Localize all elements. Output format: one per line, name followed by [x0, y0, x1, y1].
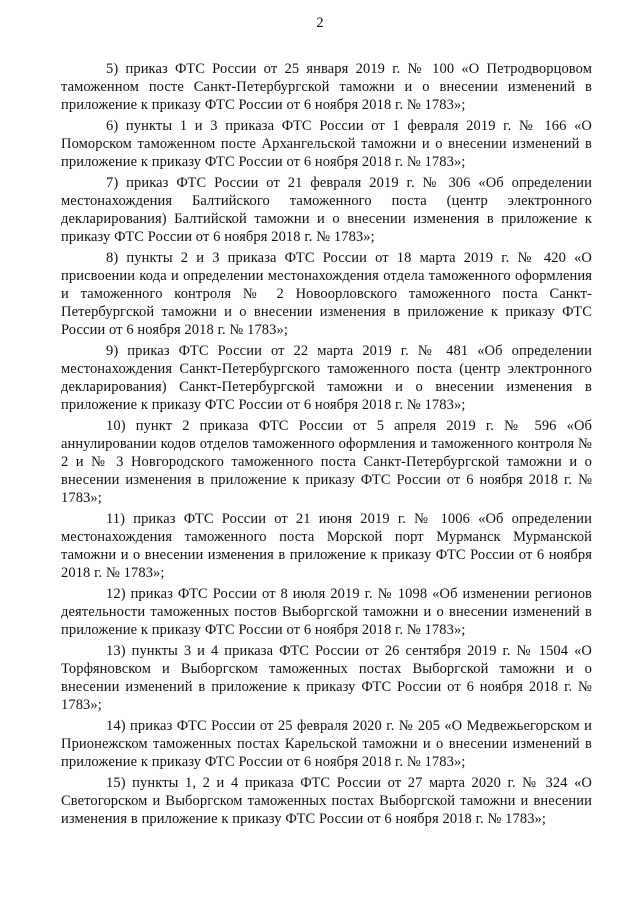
document-body	[61, 60, 592, 831]
list-item: 6) пункты 1 и 3 приказа ФТС России от 1 февраля 2019 г. № 166 «О Поморском таможенном посте Архангельской таможни и о внесении изменений в приложение к приказу ФТС России от 6 ноября 2018 г. № 1783»;	[61, 118, 592, 170]
list-item: 8) пункты 2 и 3 приказа ФТС России от 18 марта 2019 г. № 420 «О присвоении кода и определении местонахождения отдела таможенного оформления и таможенного контроля № 2 Новоорловского таможенного поста Санкт-Петербургской таможни и о внесении изменения в приложение к приказу ФТС России от 6 ноября 2018 г. № 1783»;	[61, 250, 592, 338]
list-item: 15) пункты 1, 2 и 4 приказа ФТС России от 27 марта 2020 г. № 324 «О Светогорском и Выборгском таможенных постах Выборгской таможни и внесении изменения в приложение к приказу ФТС России от 6 ноября 2018 г. № 1783»;	[61, 775, 592, 827]
page-number: 2	[316, 15, 324, 31]
list-item: 7) приказ ФТС России от 21 февраля 2019 г. № 306 «Об определении местонахождения Балтийского таможенного поста (центр электронного декларирования) Балтийской таможни и о внесении изменения в приложение к приказу ФТС России от 6 ноября 2018 г. № 1783»;	[61, 175, 592, 245]
list-item: 11) приказ ФТС России от 21 июня 2019 г. № 1006 «Об определении местонахождения таможенного поста Морской порт Мурманск Мурманской таможни и о внесении изменения в приложение к приказу ФТС России от 6 ноября 2018 г. № 1783»;	[61, 511, 592, 581]
list-item: 13) пункты 3 и 4 приказа ФТС России от 26 сентября 2019 г. № 1504 «О Торфяновском и Выборгском таможенных постах Выборгской таможни и о внесении изменений в приложение к приказу ФТС России от 6 ноября 2018 г. № 1783»;	[61, 643, 592, 713]
list-item: 12) приказ ФТС России от 8 июля 2019 г. № 1098 «Об изменении регионов деятельности таможенных постов Выборгской таможни и о внесении изменений в приложение к приказу ФТС России от 6 ноября 2018 г. № 1783»;	[61, 586, 592, 638]
list-item: 14) приказ ФТС России от 25 февраля 2020 г. № 205 «О Медвежьегорском и Прионежском таможенных постах Карельской таможни и о внесении изменений в приложение к приказу ФТС России от 6 ноября 2018 г. № 1783»;	[61, 718, 592, 770]
list-item: 5) приказ ФТС России от 25 января 2019 г. № 100 «О Петродворцовом таможенном посте Санкт-Петербургской таможни и о внесении изменений в приложение к приказу ФТС России от 6 ноября 2018 г. № 1783»;	[61, 61, 592, 113]
list-item: 9) приказ ФТС России от 22 марта 2019 г. № 481 «Об определении местонахождения Санкт-Петербургского таможенного поста (центр электронного декларирования) Санкт-Петербургской таможни и о внесении изменения в приложение к приказу ФТС России от 6 ноября 2018 г. № 1783»;	[61, 343, 592, 413]
list-item: 10) пункт 2 приказа ФТС России от 5 апреля 2019 г. № 596 «Об аннулировании кодов отделов таможенного оформления и таможенного контроля № 2 и № 3 Новгородского таможенного поста Санкт-Петербургской таможни и о внесении изменения в приложение к приказу ФТС России от 6 ноября 2018 г. № 1783»;	[61, 418, 592, 506]
